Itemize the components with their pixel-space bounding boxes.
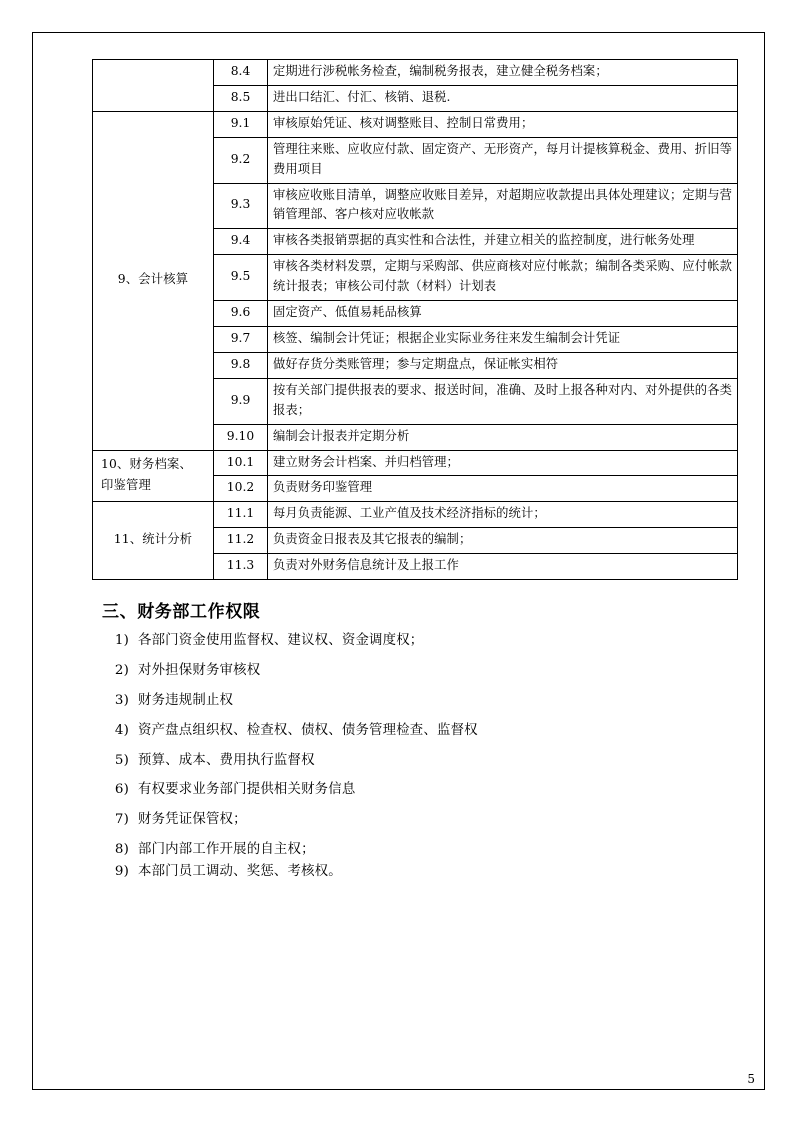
table-cell-description: 定期进行涉税帐务检查，编制税务报表，建立健全税务档案；: [268, 60, 738, 86]
table-cell-number: 10.2: [214, 476, 268, 502]
table-cell-description: 固定资产、低值易耗品核算: [268, 301, 738, 327]
table-cell-number: 10.1: [214, 450, 268, 476]
list-item: [104, 631, 738, 651]
table-cell-description: 审核各类材料发票，定期与采购部、供应商核对应付帐款；编制各类采购、应付帐款统计报表；审核公司付款（材料）计划表: [268, 255, 738, 301]
list-item-marker: 8): [114, 842, 129, 858]
table-cell-description: 核签、编制会计凭证；根据企业实际业务往来发生编制会计凭证: [268, 326, 738, 352]
list-item: [104, 661, 738, 681]
page-number: 5: [747, 1072, 755, 1086]
list-item-marker: 7): [114, 812, 129, 828]
list-item-marker: 4): [114, 722, 129, 738]
list-item-marker: 5): [114, 752, 129, 768]
section-heading: 三、财务部工作权限: [102, 602, 261, 623]
table-cell-description: 审核原始凭证、核对调整账目、控制日常费用；: [268, 111, 738, 137]
table-cell-description: 按有关部门提供报表的要求、报送时间，准确、及时上报各种对内、对外提供的各类报表；: [268, 378, 738, 424]
category-line-2: 印鉴管理: [101, 478, 151, 493]
table-cell-number: 11.2: [214, 528, 268, 554]
table-row: [93, 450, 738, 476]
table-cell-category-statistics: 11、统计分析: [93, 502, 214, 580]
list-item: [104, 840, 738, 860]
table-cell-number: 8.4: [214, 60, 268, 86]
list-item-marker: 3): [114, 692, 129, 708]
category-line-1: 10、财务档案、: [101, 457, 193, 472]
list-item-text: 预算、成本、费用执行监督权: [138, 752, 315, 768]
table-cell-category: [93, 60, 214, 112]
table-cell-number: 9.4: [214, 229, 268, 255]
list-item-marker: 6): [114, 782, 129, 798]
list-item: [104, 780, 738, 800]
table-row: [93, 111, 738, 137]
list-item-text: 对外担保财务审核权: [138, 662, 261, 678]
table-cell-number: 9.8: [214, 352, 268, 378]
table-cell-description: 管理往来账、应收应付款、固定资产、无形资产，每月计提核算税金、费用、折旧等费用项目: [268, 137, 738, 183]
table-cell-description: 负责对外财务信息统计及上报工作: [268, 554, 738, 580]
table-row: [93, 60, 738, 86]
list-item: [104, 721, 738, 741]
table-cell-number: 11.1: [214, 502, 268, 528]
list-item-text: 财务凭证保管权；: [138, 812, 247, 828]
list-item-marker: 9): [114, 863, 129, 879]
responsibilities-table: [92, 59, 738, 580]
table-cell-number: 8.5: [214, 85, 268, 111]
table-cell-number: 9.7: [214, 326, 268, 352]
table-cell-number: 9.2: [214, 137, 268, 183]
table-cell-number: 9.6: [214, 301, 268, 327]
table-row: [93, 502, 738, 528]
document-content: [92, 59, 738, 883]
table-cell-number: 9.9: [214, 378, 268, 424]
list-item: [104, 810, 738, 830]
table-cell-category-archive: [93, 450, 214, 502]
table-cell-description: 审核各类报销票据的真实性和合法性，并建立相关的监控制度，进行帐务处理: [268, 229, 738, 255]
list-item-text: 各部门资金使用监督权、建议权、资金调度权；: [138, 633, 424, 649]
table-cell-description: 审核应收账目清单，调整应收账目差异，对超期应收款提出具体处理建议；定期与营销管理部、客户核对应收帐款: [268, 183, 738, 229]
rights-list: [92, 631, 738, 882]
table-cell-number: 9.1: [214, 111, 268, 137]
list-item-text: 资产盘点组织权、检查权、债权、债务管理检查、监督权: [138, 722, 478, 738]
list-item-text: 部门内部工作开展的自主权；: [138, 842, 315, 858]
list-item-text: 本部门员工调动、奖惩、考核权。: [138, 863, 342, 879]
table-cell-number: 9.5: [214, 255, 268, 301]
table-cell-category-accounting: 9、会计核算: [93, 111, 214, 450]
list-item-marker: 1): [114, 633, 129, 649]
list-item: [104, 862, 738, 882]
list-item-text: 有权要求业务部门提供相关财务信息: [138, 782, 356, 798]
list-item-text: 财务违规制止权: [138, 692, 234, 708]
table-cell-description: 每月负责能源、工业产值及技术经济指标的统计；: [268, 502, 738, 528]
table-cell-description: 负责财务印鉴管理: [268, 476, 738, 502]
table-cell-description: 编制会计报表并定期分析: [268, 424, 738, 450]
list-item-marker: 2): [114, 662, 129, 678]
list-item: [104, 751, 738, 771]
table-cell-number: 9.10: [214, 424, 268, 450]
list-item: [104, 691, 738, 711]
table-cell-description: 做好存货分类账管理；参与定期盘点，保证帐实相符: [268, 352, 738, 378]
table-cell-description: 建立财务会计档案、并归档管理；: [268, 450, 738, 476]
table-cell-number: 9.3: [214, 183, 268, 229]
table-cell-description: 进出口结汇、付汇、核销、退税.: [268, 85, 738, 111]
table-cell-description: 负责资金日报表及其它报表的编制；: [268, 528, 738, 554]
table-cell-number: 11.3: [214, 554, 268, 580]
